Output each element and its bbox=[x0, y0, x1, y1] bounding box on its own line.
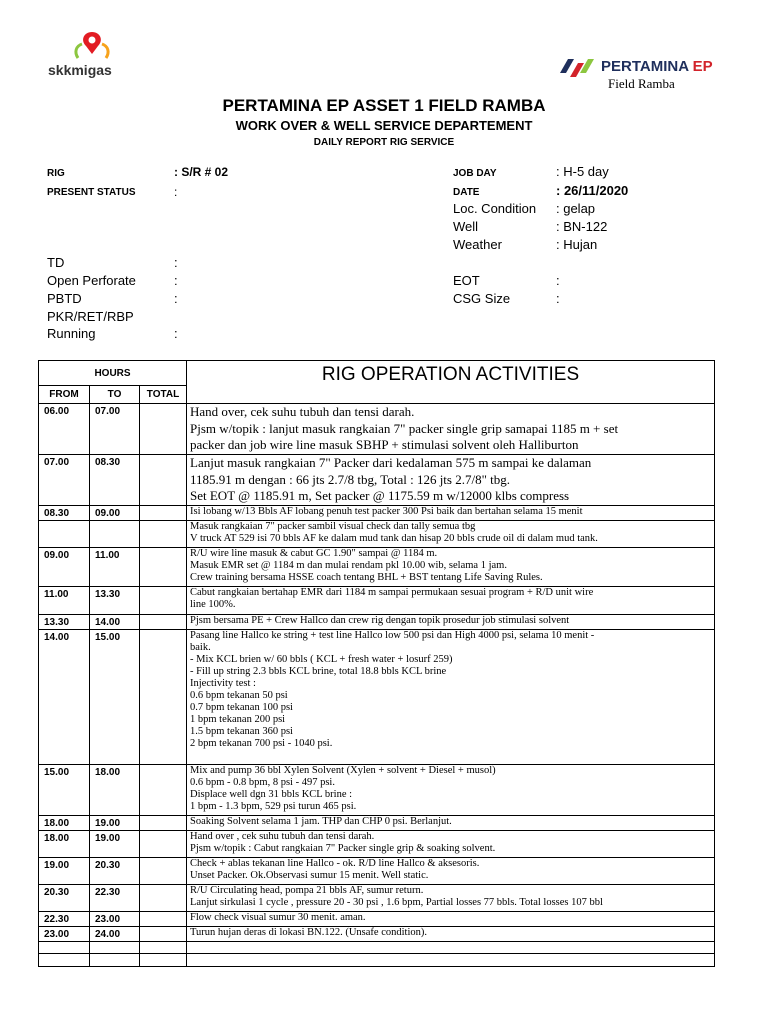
row-from-time: 23.00 bbox=[39, 927, 90, 942]
row-activity bbox=[187, 587, 715, 615]
activity-line: 1185.91 m dengan : 66 jts 2.7/8 tbg, Total : 126 jts 2.7/8" tbg. bbox=[190, 471, 511, 487]
row-total bbox=[140, 765, 187, 816]
running-value: : bbox=[174, 326, 178, 341]
activity-line: Masuk EMR set @ 1184 m dan mulai rendam pkl 10.00 wib, selama 1 jam. bbox=[190, 560, 507, 571]
row-total bbox=[140, 927, 187, 942]
pbtd-value: : bbox=[174, 291, 178, 306]
row-total bbox=[140, 858, 187, 885]
table-row bbox=[39, 587, 715, 615]
row-activity bbox=[187, 831, 715, 858]
row-to-time: 07.00 bbox=[90, 404, 140, 455]
open-perforate-value: : bbox=[174, 273, 178, 288]
skkmigas-logo-text: skkmigas bbox=[48, 62, 112, 78]
table-row bbox=[39, 942, 715, 954]
row-total bbox=[140, 954, 187, 967]
activity-line: 2 bpm tekanan 700 psi - 1040 psi. bbox=[190, 738, 333, 749]
activity-line: Flow check visual sumur 30 menit. aman. bbox=[190, 912, 366, 923]
activity-line: Pjsm bersama PE + Crew Hallco dan crew rig dengan topik prosedur job stimulasi solvent bbox=[190, 615, 570, 626]
row-to-time: 18.00 bbox=[90, 765, 140, 816]
activity-line: V truck AT 529 isi 70 bbls AF ke dalam mud tank dan hisap 20 bbls crude oil di dalam mud tank. bbox=[190, 533, 598, 544]
row-activity bbox=[187, 816, 715, 831]
from-header: FROM bbox=[39, 386, 90, 404]
row-to-time: 22.30 bbox=[90, 885, 140, 912]
row-total bbox=[140, 615, 187, 630]
pertamina-logo-icon bbox=[556, 55, 601, 80]
table-row bbox=[39, 548, 715, 587]
row-activity bbox=[187, 615, 715, 630]
activity-line: Masuk rangkaian 7" packer sambil visual check dan tally semua tbg bbox=[190, 521, 476, 532]
row-total bbox=[140, 912, 187, 927]
row-activity bbox=[187, 455, 715, 506]
date-label: DATE bbox=[453, 187, 480, 198]
csg-size-label: CSG Size bbox=[453, 291, 511, 306]
row-from-time: 18.00 bbox=[39, 831, 90, 858]
row-to-time: 11.00 bbox=[90, 548, 140, 587]
row-activity bbox=[187, 765, 715, 816]
activity-line: Mix and pump 36 bbl Xylen Solvent (Xylen + solvent + Diesel + musol) bbox=[190, 765, 496, 776]
table-row bbox=[39, 506, 715, 521]
row-from-time: 18.00 bbox=[39, 816, 90, 831]
department-title: WORK OVER & WELL SERVICE DEPARTEMENT bbox=[235, 118, 533, 133]
activity-line: 1 bpm tekanan 200 psi bbox=[190, 714, 286, 725]
row-total bbox=[140, 548, 187, 587]
activity-line: Turun hujan deras di lokasi BN.122. (Unsafe condition). bbox=[190, 927, 427, 938]
activity-line: Isi lobang w/13 Bbls AF lobang penuh test packer 300 Psi baik dan bertahan selama 15 menit bbox=[190, 506, 583, 517]
row-to-time: 19.00 bbox=[90, 831, 140, 858]
table-row bbox=[39, 816, 715, 831]
activity-line: Pjsm w/topik : lanjut masuk rangkaian 7" packer single grip samapai 1185 m + set bbox=[190, 420, 619, 436]
row-from-time: 09.00 bbox=[39, 548, 90, 587]
job-day-value: : H-5 day bbox=[556, 164, 609, 179]
table-row bbox=[39, 927, 715, 942]
row-from-time: 22.30 bbox=[39, 912, 90, 927]
activity-line: Hand over, cek suhu tubuh dan tensi darah. bbox=[190, 404, 415, 419]
row-from-time: 06.00 bbox=[39, 404, 90, 455]
hours-header: HOURS bbox=[39, 361, 187, 386]
pkr-ret-rbp-label: PKR/RET/RBP bbox=[47, 309, 134, 324]
row-activity bbox=[187, 506, 715, 521]
activity-line: Lanjut sirkulasi 1 cycle , pressure 20 - 30 psi , 1.6 bpm, Partial losses 77 bbls. Total losses 107 bbl bbox=[190, 897, 603, 908]
table-row bbox=[39, 912, 715, 927]
field-subtitle: Field Ramba bbox=[608, 76, 675, 91]
row-activity bbox=[187, 630, 715, 765]
date-value: : 26/11/2020 bbox=[556, 183, 629, 198]
activity-line: - Mix KCL brien w/ 60 bbls ( KCL + fresh water + losurf 259) bbox=[190, 654, 453, 665]
activity-line: Set EOT @ 1185.91 m, Set packer @ 1175.59 m w/12000 klbs compress bbox=[190, 488, 570, 503]
activity-line: Injectivity test : bbox=[190, 678, 256, 689]
row-from-time: 13.30 bbox=[39, 615, 90, 630]
activity-line: Cabut rangkaian bertahap EMR dari 1184 m sampai permukaan sesuai program + R/D unit wire bbox=[190, 587, 594, 598]
activity-line: 0.6 bpm tekanan 50 psi bbox=[190, 690, 288, 701]
well-value: : BN-122 bbox=[556, 219, 608, 234]
activity-line: 0.6 bpm - 0.8 bpm, 8 psi - 497 psi. bbox=[190, 777, 335, 788]
activity-line: Pasang line Hallco ke string + test line Hallco low 500 psi dan High 4000 psi, selama 10 menit - bbox=[190, 630, 595, 641]
table-row bbox=[39, 455, 715, 506]
rig-value: : S/R # 02 bbox=[174, 165, 229, 179]
row-activity bbox=[187, 404, 715, 455]
table-row bbox=[39, 858, 715, 885]
activity-line: Soaking Solvent selama 1 jam. THP dan CHP 0 psi. Berlanjut. bbox=[190, 816, 452, 827]
row-to-time: 08.30 bbox=[90, 455, 140, 506]
activity-line: - Fill up string 2.3 bbls KCL brine, total 18.8 bbls KCL brine bbox=[190, 666, 447, 677]
row-to-time: 15.00 bbox=[90, 630, 140, 765]
row-to-time: 23.00 bbox=[90, 912, 140, 927]
row-total bbox=[140, 816, 187, 831]
eot-label: EOT bbox=[453, 273, 480, 288]
row-to-time: 13.30 bbox=[90, 587, 140, 615]
row-to-time: 24.00 bbox=[90, 927, 140, 942]
eot-value: : bbox=[556, 273, 560, 288]
pertamina-wordmark: PERTAMINA bbox=[601, 58, 689, 75]
csg-size-value: : bbox=[556, 291, 560, 306]
total-header: TOTAL bbox=[140, 386, 187, 404]
row-activity bbox=[187, 521, 715, 548]
open-perforate-label: Open Perforate bbox=[47, 273, 136, 288]
activity-line: R/U wire line masuk & cabut GC 1.90" sampai @ 1184 m. bbox=[190, 548, 438, 559]
rig-operation-activities-title: RIG OPERATION ACTIVITIES bbox=[187, 361, 715, 404]
activity-line: 0.7 bpm tekanan 100 psi bbox=[190, 702, 293, 713]
running-label: Running bbox=[47, 326, 96, 341]
table-row bbox=[39, 404, 715, 455]
activity-line: Pjsm w/topik : Cabut rangkaian 7" Packer single grip & soaking solvent. bbox=[190, 843, 496, 854]
row-total bbox=[140, 885, 187, 912]
row-activity bbox=[187, 885, 715, 912]
row-total bbox=[140, 455, 187, 506]
table-row bbox=[39, 954, 715, 967]
table-row bbox=[39, 885, 715, 912]
to-header: TO bbox=[90, 386, 140, 404]
td-label: TD bbox=[47, 255, 65, 270]
table-row bbox=[39, 521, 715, 548]
activity-line: baik. bbox=[190, 642, 211, 653]
row-from-time: 08.30 bbox=[39, 506, 90, 521]
activity-line: Crew training bersama HSSE coach tentang BHL + BST tentang Life Saving Rules. bbox=[190, 572, 543, 583]
row-activity bbox=[187, 912, 715, 927]
row-to-time bbox=[90, 521, 140, 548]
row-total bbox=[140, 521, 187, 548]
pbtd-label: PBTD bbox=[47, 291, 82, 306]
activity-line: Check + ablas tekanan line Hallco - ok. R/D line Hallco & aksesoris. bbox=[190, 858, 480, 869]
row-to-time: 19.00 bbox=[90, 816, 140, 831]
row-from-time: 07.00 bbox=[39, 455, 90, 506]
row-total bbox=[140, 942, 187, 954]
activity-line: line 100%. bbox=[190, 599, 236, 610]
rig-label: RIG bbox=[47, 168, 65, 179]
weather-value: : Hujan bbox=[556, 237, 598, 252]
loc-condition-label: Loc. Condition bbox=[453, 201, 537, 216]
activity-line: Hand over , cek suhu tubuh dan tensi darah. bbox=[190, 831, 375, 842]
table-row bbox=[39, 831, 715, 858]
row-from-time: 20.30 bbox=[39, 885, 90, 912]
activity-line: 1.5 bpm tekanan 360 psi bbox=[190, 726, 293, 737]
loc-condition-value: : gelap bbox=[556, 201, 596, 216]
row-activity bbox=[187, 942, 715, 954]
row-total bbox=[140, 630, 187, 765]
row-to-time: 14.00 bbox=[90, 615, 140, 630]
row-to-time: 20.30 bbox=[90, 858, 140, 885]
well-label: Well bbox=[453, 219, 479, 234]
td-value: : bbox=[174, 255, 178, 270]
rig-operations-table bbox=[38, 360, 715, 967]
activity-line: R/U Circulating head, pompa 21 bbls AF, sumur return. bbox=[190, 885, 424, 896]
row-total bbox=[140, 587, 187, 615]
pertamina-logo-text bbox=[601, 58, 713, 75]
row-total bbox=[140, 831, 187, 858]
row-from-time bbox=[39, 521, 90, 548]
activity-line: Unset Packer. Ok.Observasi sumur 15 menit. Well static. bbox=[190, 870, 429, 881]
activity-line: Lanjut masuk rangkaian 7" Packer dari kedalaman 575 m sampai ke dalaman bbox=[190, 455, 592, 470]
table-row bbox=[39, 615, 715, 630]
row-from-time: 15.00 bbox=[39, 765, 90, 816]
row-total bbox=[140, 506, 187, 521]
present-status-label: PRESENT STATUS bbox=[47, 187, 136, 198]
row-activity bbox=[187, 548, 715, 587]
pertamina-ep-wordmark: EP bbox=[692, 58, 713, 75]
row-from-time bbox=[39, 942, 90, 954]
report-title: PERTAMINA EP ASSET 1 FIELD RAMBA bbox=[222, 96, 546, 115]
job-day-label: JOB DAY bbox=[453, 168, 497, 179]
activity-line: Displace well dgn 31 bbls KCL brine : bbox=[190, 789, 353, 800]
present-status-value: : bbox=[174, 185, 178, 199]
table-row bbox=[39, 765, 715, 816]
weather-label: Weather bbox=[453, 237, 502, 252]
row-from-time: 19.00 bbox=[39, 858, 90, 885]
row-to-time bbox=[90, 942, 140, 954]
row-from-time bbox=[39, 954, 90, 967]
activity-line: 1 bpm - 1.3 bpm, 529 psi turun 465 psi. bbox=[190, 801, 357, 812]
row-to-time: 09.00 bbox=[90, 506, 140, 521]
table-row bbox=[39, 630, 715, 765]
report-subtitle: DAILY REPORT RIG SERVICE bbox=[313, 137, 455, 148]
activity-line: packer dan job wire line masuk SBHP + stimulasi solvent oleh Halliburton bbox=[190, 437, 579, 452]
row-from-time: 14.00 bbox=[39, 630, 90, 765]
row-activity bbox=[187, 858, 715, 885]
row-total bbox=[140, 404, 187, 455]
row-activity bbox=[187, 954, 715, 967]
row-activity bbox=[187, 927, 715, 942]
row-to-time bbox=[90, 954, 140, 967]
row-from-time: 11.00 bbox=[39, 587, 90, 615]
